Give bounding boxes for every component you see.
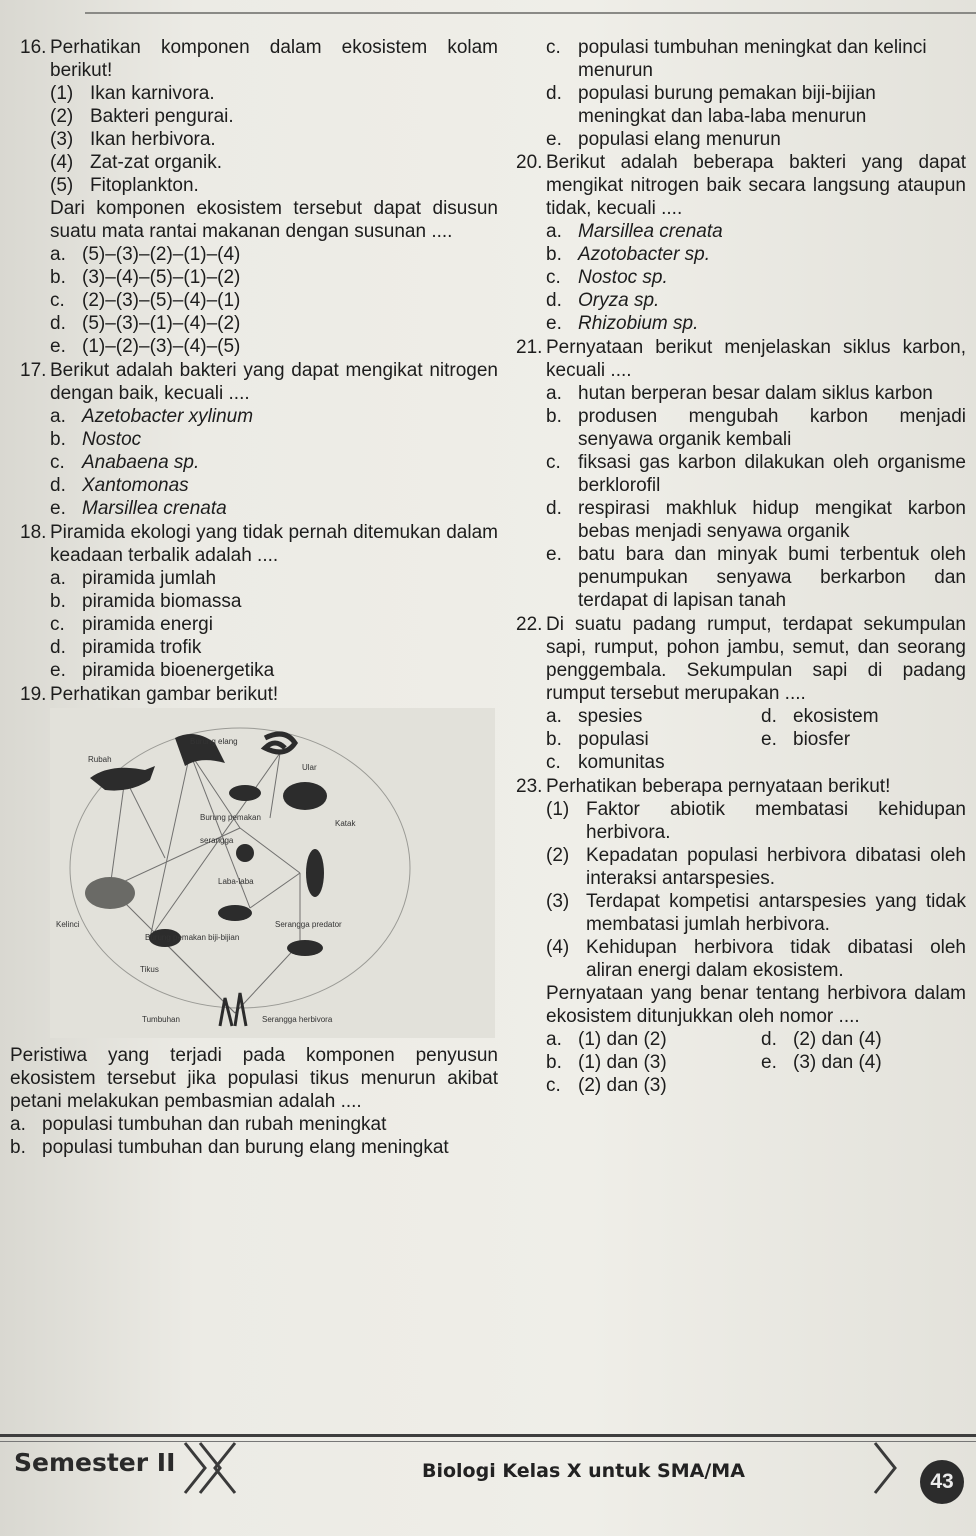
question-20 [516, 151, 966, 335]
list-item: (2) Bakteri pengurai. [50, 106, 234, 127]
question-number: 23. [516, 776, 543, 797]
options [546, 382, 966, 612]
insectivore-bird-icon [229, 785, 261, 801]
option-b[interactable]: b. piramida biomassa [50, 591, 242, 612]
option-a[interactable]: a. Azetobacter xylinum [50, 406, 254, 427]
question-17 [20, 359, 498, 520]
option-c[interactable]: c. Nostoc sp. [546, 267, 668, 288]
label-ular: Ular [302, 763, 317, 772]
list-item: (5) Fitoplankton. [50, 175, 199, 196]
option-b[interactable]: b. (1) dan (3) [546, 1052, 667, 1073]
footer-divider [0, 1434, 976, 1437]
options [10, 1113, 498, 1159]
question-stem: Perhatikan beberapa pernyataan berikut! [546, 776, 891, 797]
option-d[interactable]: d. piramida trofik [50, 637, 202, 658]
option-e[interactable]: e. Rhizobium sp. [546, 313, 699, 334]
food-web-diagram [50, 708, 495, 1038]
question-stem: Perhatikan gambar berikut! [50, 684, 279, 705]
label-burung-elang: Burung elang [190, 737, 238, 746]
question-prompt: Peristiwa yang terjadi pada komponen penyusun ekosistem tersebut jika populasi tikus menurun akibat petani melakukan pembasmian adalah .... [10, 1045, 498, 1112]
option-c[interactable]: c. piramida energi [50, 614, 213, 635]
label-kelinci: Kelinci [56, 920, 80, 929]
predator-insect-icon [306, 849, 324, 897]
question-stem: Pernyataan berikut menjelaskan siklus karbon, kecuali .... [546, 337, 966, 381]
option-e[interactable]: e. (3) dan (4) [761, 1052, 882, 1073]
list-item: (2) Kepadatan populasi herbivora dibatasi oleh interaksi antarspesies. [546, 845, 966, 889]
option-b[interactable]: b. populasi [546, 729, 649, 750]
question-19 [20, 683, 498, 706]
question-stem: Berikut adalah bakteri yang dapat mengikat nitrogen dengan baik, kecuali .... [50, 360, 498, 404]
label-laba-laba: Laba-laba [218, 877, 254, 886]
question-stem: Piramida ekologi yang tidak pernah ditemukan dalam keadaan terbalik adalah .... [50, 522, 498, 566]
option-c[interactable]: c. populasi tumbuhan meningkat dan kelinci menurun [546, 37, 927, 81]
food-web-figure [50, 708, 495, 1038]
option-d[interactable]: d. Oryza sp. [546, 290, 660, 311]
options [50, 567, 498, 682]
option-b[interactable]: b. populasi tumbuhan dan burung elang meningkat [10, 1137, 449, 1158]
plant-icon [220, 993, 246, 1026]
snake-icon [265, 734, 295, 752]
options [546, 1028, 966, 1097]
options [50, 405, 498, 520]
chevron-right-icon [870, 1438, 910, 1498]
options [50, 243, 498, 358]
question-21 [516, 336, 966, 612]
option-a[interactable]: a. (1) dan (2) [546, 1029, 667, 1050]
question-23 [516, 775, 966, 1097]
list-item: (3) Terdapat kompetisi antarspesies yang tidak membatasi jumlah herbivora. [546, 891, 966, 935]
option-a[interactable]: a. hutan berperan besar dalam siklus karbon [546, 383, 933, 404]
option-e[interactable]: e. biosfer [761, 729, 851, 750]
semester-label: Semester II [14, 1448, 176, 1477]
option-a[interactable]: a. piramida jumlah [50, 568, 217, 589]
question-stem: Perhatikan komponen dalam ekosistem kolam berikut! [50, 37, 498, 81]
question-19-body [10, 1044, 498, 1159]
option-c[interactable]: c. Anabaena sp. [50, 452, 200, 473]
label-tumbuhan: Tumbuhan [142, 1015, 180, 1024]
statement-list [546, 798, 966, 982]
label-tikus: Tikus [140, 965, 159, 974]
page-footer [0, 1428, 976, 1536]
list-item: (3) Ikan herbivora. [50, 129, 216, 150]
rabbit-icon [85, 877, 135, 909]
list-item: (1) Ikan karnivora. [50, 83, 215, 104]
option-d[interactable]: d. ekosistem [761, 706, 879, 727]
herbivore-insect-icon [287, 940, 323, 956]
question-prompt: Pernyataan yang benar tentang herbivora dalam ekosistem ditunjukkan oleh nomor .... [546, 983, 966, 1027]
options [546, 705, 966, 774]
option-a[interactable]: a. (5)–(3)–(2)–(1)–(4) [50, 244, 241, 265]
question-number: 17. [20, 360, 47, 381]
label-rubah: Rubah [88, 755, 112, 764]
list-item: (1) Faktor abiotik membatasi kehidupan herbivora. [546, 799, 966, 843]
question-number: 19. [20, 684, 47, 705]
component-list [50, 82, 498, 197]
question-prompt: Dari komponen ekosistem tersebut dapat disusun suatu mata rantai makanan dengan susunan .... [50, 198, 498, 242]
book-title: Biologi Kelas X untuk SMA/MA [422, 1460, 745, 1482]
question-number: 20. [516, 152, 543, 173]
option-c[interactable]: c. (2) dan (3) [546, 1075, 667, 1096]
question-number: 21. [516, 337, 543, 358]
option-e[interactable]: e. populasi elang menurun [546, 129, 781, 150]
question-18 [20, 521, 498, 682]
option-a[interactable]: a. spesies [546, 706, 643, 727]
option-c[interactable]: c. fiksasi gas karbon dilakukan oleh organisme berklorofil [546, 452, 966, 496]
option-d[interactable]: d. (2) dan (4) [761, 1029, 882, 1050]
option-b[interactable]: b. (3)–(4)–(5)–(1)–(2) [50, 267, 241, 288]
option-a[interactable]: a. populasi tumbuhan dan rubah meningkat [10, 1114, 387, 1135]
label-katak: Katak [335, 819, 356, 828]
option-d[interactable]: d. respirasi makhluk hidup mengikat karbon bebas menjadi senyawa organik [546, 498, 966, 542]
option-d[interactable]: d. populasi burung pemakan biji-bijian meningkat dan laba-laba menurun [546, 83, 876, 127]
option-e[interactable]: e. (1)–(2)–(3)–(4)–(5) [50, 336, 241, 357]
option-c[interactable]: c. (2)–(3)–(5)–(4)–(1) [50, 290, 241, 311]
left-column [10, 36, 498, 1160]
option-b[interactable]: b. Nostoc [50, 429, 142, 450]
question-stem: Di suatu padang rumput, terdapat sekumpulan sapi, rumput, pohon jambu, semut, dan seorang penggembala. Sekumpulan sapi di padang rumput tersebut merupakan .... [546, 614, 966, 704]
option-e[interactable]: e. Marsillea crenata [50, 498, 227, 519]
list-item: (4) Zat-zat organik. [50, 152, 222, 173]
option-d[interactable]: d. (5)–(3)–(1)–(4)–(2) [50, 313, 241, 334]
question-stem: Berikut adalah beberapa bakteri yang dapat mengikat nitrogen baik secara langsung ataupun tidak, kecuali .... [546, 152, 966, 219]
chevron-decoration-icon [180, 1438, 240, 1498]
label-serangga-herbivora: Serangga herbivora [262, 1015, 333, 1024]
footer-divider-thin [0, 1441, 976, 1442]
question-number: 16. [20, 37, 47, 58]
option-e[interactable]: e. batu bara dan minyak bumi terbentuk oleh penumpukan senyawa berkarbon dan terdapat di lapisan tanah [546, 544, 966, 611]
right-column [516, 36, 966, 1098]
question-22 [516, 613, 966, 774]
question-number: 18. [20, 522, 47, 543]
option-d[interactable]: d. Xantomonas [50, 475, 189, 496]
question-19-options-continued [516, 36, 966, 151]
label-burung-pemakan-biji: Burung pemakan biji-bijian [145, 933, 240, 942]
option-c[interactable]: c. komunitas [546, 752, 665, 773]
seed-bird-icon [218, 905, 252, 921]
list-item: (4) Kehidupan herbivora tidak dibatasi oleh aliran energi dalam ekosistem. [546, 937, 966, 981]
top-divider [85, 12, 976, 14]
option-b[interactable]: b. Azotobacter sp. [546, 244, 711, 265]
question-16 [20, 36, 498, 358]
question-number: 22. [516, 614, 543, 635]
option-b[interactable]: b. produsen mengubah karbon menjadi senyawa organik kembali [546, 406, 966, 450]
option-e[interactable]: e. piramida bioenergetika [50, 660, 275, 681]
label-burung-pemakan-serangga: Burung pemakan serangga [200, 813, 261, 845]
label-serangga-predator: Serangga predator [275, 920, 342, 929]
option-a[interactable]: a. Marsillea crenata [546, 221, 723, 242]
page-number: 43 [920, 1460, 964, 1504]
options [546, 220, 966, 335]
